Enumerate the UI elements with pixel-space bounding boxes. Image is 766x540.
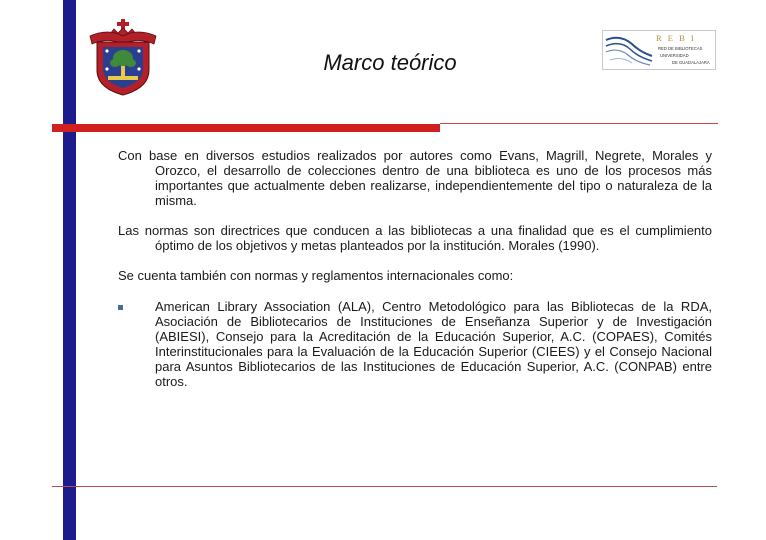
university-crest-icon — [88, 18, 158, 96]
rebi-line-3: DE GUADALAJARA — [672, 60, 710, 65]
slide-title: Marco teórico — [323, 50, 457, 75]
square-bullet-icon — [118, 305, 123, 310]
red-accent-bar — [52, 124, 440, 132]
left-accent-bar — [63, 0, 76, 540]
rebi-logo-icon — [602, 30, 716, 70]
paragraph-3: Se cuenta también con normas y reglamentos internacionales como: — [118, 268, 514, 283]
bullet-text: American Library Association (ALA), Centro Metodológico para las Bibliotecas de la RDA, Asociación de Bibliotecarios de Instituciones de Enseñanza Superior y de Investigación (ABIESI), Consejo para la Acreditación de la Educación Superior, A.C. (COPAES), Comités Interinstitucionales para la Evaluación de la Educación Superior (CIEES) y el Consejo Nacional para Asuntos Bibliotecarios de las Instituciones de Educación Superior, A.C. (CONPAB) entre otros. — [155, 299, 712, 389]
rebi-line-1: RED DE BIBLIOTECAS — [658, 46, 703, 51]
paragraph-2: Las normas son directrices que conducen a las bibliotecas a una finalidad que es el cumplimiento óptimo de los objetivos y metas planteados por la institución. Morales (1990). — [118, 223, 712, 253]
bullet-item — [118, 299, 712, 389]
slide-body — [118, 148, 712, 389]
header-divider — [440, 123, 718, 124]
rebi-line-2: UNIVERSIDAD — [660, 53, 689, 58]
paragraph-1: Con base en diversos estudios realizados por autores como Evans, Magrill, Negrete, Morales y Orozco, el desarrollo de colecciones dentro de una biblioteca es uno de los procesos más importantes que actualmente deben realizarse, independientemente del tipo o naturaleza de la misma. — [118, 148, 712, 208]
rebi-acronym: R E B I — [656, 33, 696, 43]
footer-divider — [52, 486, 717, 487]
